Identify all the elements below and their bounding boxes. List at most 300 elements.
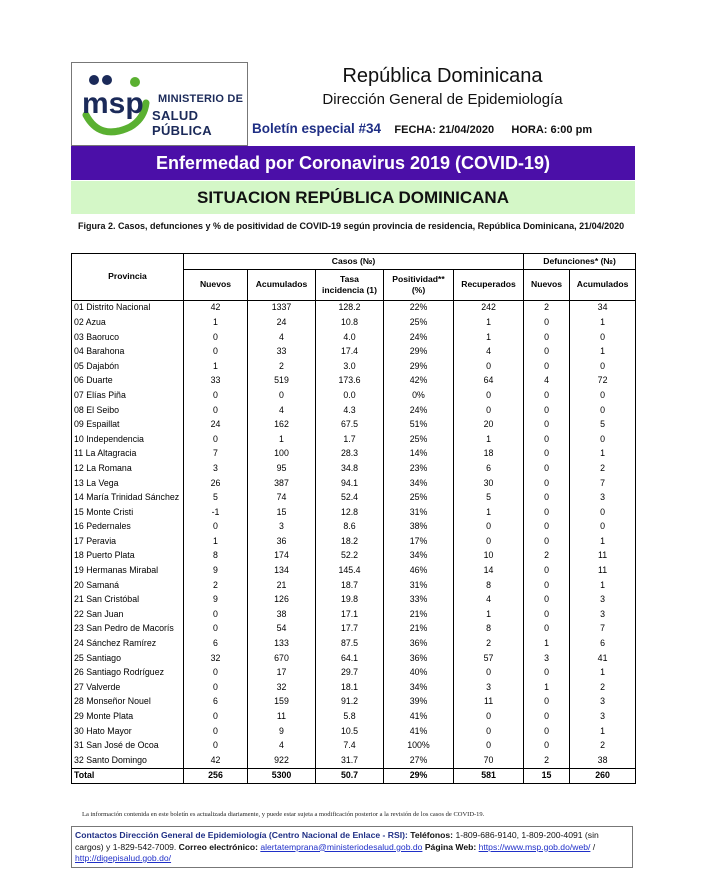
cell-tasa: 19.8	[316, 592, 384, 607]
cell-nuevos: 32	[184, 651, 248, 666]
cell-positividad: 25%	[384, 490, 454, 505]
cell-acumulados: 3	[248, 520, 316, 535]
cell-recuperados: 242	[454, 300, 524, 315]
cell-recuperados: 1	[454, 607, 524, 622]
cell-def-nuevos: 1	[524, 680, 570, 695]
cell-recuperados: 11	[454, 695, 524, 710]
cell-acumulados: 162	[248, 417, 316, 432]
cell-def-acumulados: 1	[570, 534, 636, 549]
table-row	[72, 549, 636, 564]
cell-def-acumulados: 6	[570, 636, 636, 651]
cell-tasa: 52.4	[316, 490, 384, 505]
cell-acumulados: 126	[248, 592, 316, 607]
cell-recuperados: 10	[454, 549, 524, 564]
cell-def-acumulados: 3	[570, 607, 636, 622]
cell-def-acumulados: 0	[570, 403, 636, 418]
cell-positividad: 41%	[384, 724, 454, 739]
cell-positividad: 41%	[384, 709, 454, 724]
cell-nuevos: 8	[184, 549, 248, 564]
cell-provincia: 01 Distrito Nacional	[72, 300, 184, 315]
table-row	[72, 563, 636, 578]
cell-def-nuevos: 0	[524, 709, 570, 724]
cell-def-acumulados: 11	[570, 563, 636, 578]
cell-recuperados: 57	[454, 651, 524, 666]
cell-acumulados: 1337	[248, 300, 316, 315]
cell-provincia: 25 Santiago	[72, 651, 184, 666]
cell-acumulados: 4	[248, 403, 316, 418]
cell-recuperados: 0	[454, 709, 524, 724]
cell-nuevos: 1	[184, 534, 248, 549]
cell-def-acumulados: 2	[570, 461, 636, 476]
cell-provincia: 04 Barahona	[72, 344, 184, 359]
cell-tasa: 5.8	[316, 709, 384, 724]
province-table	[71, 253, 636, 784]
cell-tasa: 17.1	[316, 607, 384, 622]
cell-nuevos: 0	[184, 520, 248, 535]
table-row	[72, 665, 636, 680]
figure-caption: Figura 2. Casos, defunciones y % de positividad de COVID-19 según provincia de residencia, República Dominicana, 21/04/2020	[78, 221, 625, 231]
cell-def-acumulados: 0	[570, 388, 636, 403]
cell-def-acumulados: 3	[570, 490, 636, 505]
cell-recuperados: 0	[454, 520, 524, 535]
cell-positividad: 14%	[384, 447, 454, 462]
cell-positividad: 29%	[384, 344, 454, 359]
cell-tasa: 10.5	[316, 724, 384, 739]
total-cell-def-nuevos: 15	[524, 768, 570, 784]
cell-nuevos: 6	[184, 636, 248, 651]
total-cell-recuperados: 581	[454, 768, 524, 784]
cell-provincia: 31 San José de Ocoa	[72, 738, 184, 753]
cell-acumulados: 387	[248, 476, 316, 491]
msp-logo	[71, 62, 248, 146]
cell-recuperados: 1	[454, 330, 524, 345]
cell-nuevos: 9	[184, 592, 248, 607]
table-row	[72, 622, 636, 637]
cell-nuevos: 0	[184, 680, 248, 695]
cell-tasa: 1.7	[316, 432, 384, 447]
cell-positividad: 38%	[384, 520, 454, 535]
cell-acumulados: 17	[248, 665, 316, 680]
cell-tasa: 94.1	[316, 476, 384, 491]
cell-def-acumulados: 2	[570, 738, 636, 753]
cell-nuevos: 0	[184, 344, 248, 359]
cell-nuevos: 0	[184, 330, 248, 345]
cell-def-nuevos: 0	[524, 578, 570, 593]
email-label: Correo electrónico:	[178, 841, 258, 852]
web-link-msp[interactable]: https://www.msp.gob.do/web/	[478, 841, 591, 852]
cell-def-nuevos: 0	[524, 622, 570, 637]
msp-logo-icon	[80, 69, 150, 139]
web-link-digepi[interactable]: http://digepisalud.gob.do/	[75, 853, 172, 863]
cell-provincia: 15 Monte Cristi	[72, 505, 184, 520]
cell-positividad: 42%	[384, 374, 454, 389]
cell-positividad: 36%	[384, 636, 454, 651]
cell-provincia: 18 Puerto Plata	[72, 549, 184, 564]
table-row	[72, 432, 636, 447]
cell-def-acumulados: 1	[570, 447, 636, 462]
phones-label: Teléfonos:	[410, 830, 454, 840]
cell-recuperados: 18	[454, 447, 524, 462]
total-row	[72, 768, 636, 784]
cell-recuperados: 0	[454, 738, 524, 753]
cell-tasa: 29.7	[316, 665, 384, 680]
table-row	[72, 330, 636, 345]
header-defunciones: Defunciones* (№)	[524, 254, 636, 270]
email-link[interactable]: alertatemprana@ministeriodesalud.gob.do	[260, 841, 423, 852]
cell-positividad: 34%	[384, 680, 454, 695]
bulletin-line	[252, 121, 592, 136]
cell-provincia: 11 La Altagracia	[72, 447, 184, 462]
cell-recuperados: 30	[454, 476, 524, 491]
cell-def-acumulados: 0	[570, 520, 636, 535]
cell-tasa: 28.3	[316, 447, 384, 462]
cell-positividad: 23%	[384, 461, 454, 476]
cell-positividad: 40%	[384, 665, 454, 680]
cell-nuevos: 26	[184, 476, 248, 491]
cell-provincia: 21 San Cristóbal	[72, 592, 184, 607]
cell-positividad: 17%	[384, 534, 454, 549]
total-cell-tasa: 50.7	[316, 768, 384, 784]
cell-recuperados: 0	[454, 388, 524, 403]
cell-nuevos: 7	[184, 447, 248, 462]
cell-recuperados: 64	[454, 374, 524, 389]
cell-acumulados: 159	[248, 695, 316, 710]
cell-def-nuevos: 0	[524, 476, 570, 491]
table-row	[72, 578, 636, 593]
cell-def-acumulados: 3	[570, 709, 636, 724]
cell-positividad: 100%	[384, 738, 454, 753]
cell-def-acumulados: 7	[570, 622, 636, 637]
cell-nuevos: -1	[184, 505, 248, 520]
cell-positividad: 0%	[384, 388, 454, 403]
total-cell-provincia: Total	[72, 768, 184, 784]
cell-nuevos: 3	[184, 461, 248, 476]
cell-positividad: 34%	[384, 476, 454, 491]
direction-title: Dirección General de Epidemiología	[322, 91, 563, 108]
cell-nuevos: 42	[184, 753, 248, 768]
cell-def-acumulados: 1	[570, 315, 636, 330]
cell-positividad: 34%	[384, 549, 454, 564]
cell-nuevos: 42	[184, 300, 248, 315]
table-row	[72, 490, 636, 505]
svg-text:msp: msp	[82, 87, 144, 120]
cell-acumulados: 74	[248, 490, 316, 505]
cell-def-nuevos: 0	[524, 490, 570, 505]
cell-def-nuevos: 0	[524, 388, 570, 403]
cell-nuevos: 0	[184, 665, 248, 680]
cell-positividad: 29%	[384, 359, 454, 374]
cell-def-nuevos: 0	[524, 665, 570, 680]
cell-acumulados: 1	[248, 432, 316, 447]
cell-def-nuevos: 0	[524, 592, 570, 607]
cell-def-nuevos: 0	[524, 505, 570, 520]
header-def-acumulados: Acumulados	[570, 269, 636, 300]
cell-def-acumulados: 3	[570, 695, 636, 710]
cell-def-nuevos: 0	[524, 607, 570, 622]
cell-acumulados: 15	[248, 505, 316, 520]
cell-def-nuevos: 0	[524, 330, 570, 345]
cell-recuperados: 70	[454, 753, 524, 768]
table-row	[72, 315, 636, 330]
cell-provincia: 14 María Trinidad Sánchez	[72, 490, 184, 505]
disease-banner: Enfermedad por Coronavirus 2019 (COVID-19)	[71, 146, 635, 180]
contacts-label: Contactos Dirección General de Epidemiología (Centro Nacional de Enlace - RSI):	[75, 830, 408, 840]
cell-provincia: 08 El Seibo	[72, 403, 184, 418]
cell-tasa: 91.2	[316, 695, 384, 710]
cell-provincia: 12 La Romana	[72, 461, 184, 476]
cell-provincia: 09 Espaillat	[72, 417, 184, 432]
header-recuperados: Recuperados	[454, 269, 524, 300]
table-row	[72, 651, 636, 666]
cell-recuperados: 6	[454, 461, 524, 476]
cell-acumulados: 33	[248, 344, 316, 359]
cell-recuperados: 0	[454, 403, 524, 418]
cell-provincia: 02 Azua	[72, 315, 184, 330]
table-row	[72, 374, 636, 389]
cell-provincia: 26 Santiago Rodríguez	[72, 665, 184, 680]
cell-tasa: 8.6	[316, 520, 384, 535]
cell-provincia: 10 Independencia	[72, 432, 184, 447]
cell-def-nuevos: 0	[524, 417, 570, 432]
cell-def-acumulados: 1	[570, 344, 636, 359]
cell-def-nuevos: 0	[524, 432, 570, 447]
cell-recuperados: 0	[454, 359, 524, 374]
cell-def-nuevos: 0	[524, 695, 570, 710]
cell-acumulados: 9	[248, 724, 316, 739]
cell-provincia: 29 Monte Plata	[72, 709, 184, 724]
table-row	[72, 753, 636, 768]
cell-tasa: 87.5	[316, 636, 384, 651]
cell-tasa: 128.2	[316, 300, 384, 315]
cell-def-acumulados: 38	[570, 753, 636, 768]
cell-def-nuevos: 0	[524, 315, 570, 330]
cell-def-nuevos: 0	[524, 563, 570, 578]
cell-recuperados: 2	[454, 636, 524, 651]
header-provincia: Provincia	[72, 254, 184, 301]
table-row	[72, 695, 636, 710]
cell-acumulados: 4	[248, 330, 316, 345]
table-row	[72, 607, 636, 622]
cell-tasa: 12.8	[316, 505, 384, 520]
cell-tasa: 18.2	[316, 534, 384, 549]
cell-acumulados: 922	[248, 753, 316, 768]
cell-def-nuevos: 0	[524, 738, 570, 753]
cell-positividad: 24%	[384, 403, 454, 418]
cell-tasa: 18.7	[316, 578, 384, 593]
cell-recuperados: 0	[454, 534, 524, 549]
cell-def-acumulados: 0	[570, 359, 636, 374]
cell-acumulados: 36	[248, 534, 316, 549]
bulletin-date: FECHA: 21/04/2020	[394, 124, 495, 136]
cell-def-acumulados: 41	[570, 651, 636, 666]
cell-nuevos: 0	[184, 709, 248, 724]
cell-def-nuevos: 0	[524, 520, 570, 535]
cell-def-nuevos: 2	[524, 549, 570, 564]
cell-def-acumulados: 1	[570, 578, 636, 593]
cell-provincia: 16 Pedernales	[72, 520, 184, 535]
table-row	[72, 403, 636, 418]
cell-provincia: 06 Duarte	[72, 374, 184, 389]
total-cell-def-acumulados: 260	[570, 768, 636, 784]
cell-tasa: 3.0	[316, 359, 384, 374]
cell-tasa: 64.1	[316, 651, 384, 666]
cell-def-acumulados: 34	[570, 300, 636, 315]
cell-provincia: 19 Hermanas Mirabal	[72, 563, 184, 578]
cell-nuevos: 0	[184, 738, 248, 753]
table-row	[72, 520, 636, 535]
cell-acumulados: 38	[248, 607, 316, 622]
cell-acumulados: 519	[248, 374, 316, 389]
cell-nuevos: 6	[184, 695, 248, 710]
cell-def-nuevos: 0	[524, 359, 570, 374]
logo-line-1: MINISTERIO DE	[158, 93, 244, 105]
cell-positividad: 24%	[384, 330, 454, 345]
cell-provincia: 17 Peravia	[72, 534, 184, 549]
cell-def-nuevos: 1	[524, 636, 570, 651]
cell-nuevos: 2	[184, 578, 248, 593]
table-row	[72, 388, 636, 403]
cell-nuevos: 0	[184, 403, 248, 418]
table-row	[72, 300, 636, 315]
cell-positividad: 39%	[384, 695, 454, 710]
web-separator: /	[592, 841, 596, 852]
cell-recuperados: 14	[454, 563, 524, 578]
table-body	[72, 300, 636, 784]
cell-provincia: 30 Hato Mayor	[72, 724, 184, 739]
cell-tasa: 67.5	[316, 417, 384, 432]
cell-def-acumulados: 3	[570, 592, 636, 607]
total-cell-nuevos: 256	[184, 768, 248, 784]
cell-tasa: 18.1	[316, 680, 384, 695]
cell-positividad: 21%	[384, 607, 454, 622]
cell-nuevos: 24	[184, 417, 248, 432]
footnote: La información contenida en este boletín es actualizada diariamente, y puede estar sujeta a modificación posterior a la revisión de los casos de COVID-19.	[82, 811, 485, 818]
web-label: Página Web:	[424, 841, 477, 852]
cell-nuevos: 9	[184, 563, 248, 578]
cell-def-acumulados: 11	[570, 549, 636, 564]
cell-provincia: 13 La Vega	[72, 476, 184, 491]
cell-nuevos: 1	[184, 359, 248, 374]
cell-acumulados: 32	[248, 680, 316, 695]
phones: 1-809-686-9140, 1-809-200-4091 (sin cargos) y 1-829-542-7009.	[75, 830, 599, 852]
cell-recuperados: 0	[454, 665, 524, 680]
cell-tasa: 17.4	[316, 344, 384, 359]
header-casos: Casos (№)	[184, 254, 524, 270]
cell-positividad: 21%	[384, 622, 454, 637]
cell-positividad: 33%	[384, 592, 454, 607]
cell-acumulados: 54	[248, 622, 316, 637]
table-row	[72, 359, 636, 374]
cell-recuperados: 4	[454, 344, 524, 359]
cell-provincia: 22 San Juan	[72, 607, 184, 622]
cell-tasa: 145.4	[316, 563, 384, 578]
cell-nuevos: 0	[184, 622, 248, 637]
cell-positividad: 22%	[384, 300, 454, 315]
cell-nuevos: 0	[184, 607, 248, 622]
cell-def-acumulados: 5	[570, 417, 636, 432]
cell-nuevos: 1	[184, 315, 248, 330]
cell-provincia: 32 Santo Domingo	[72, 753, 184, 768]
cell-def-acumulados: 2	[570, 680, 636, 695]
cell-tasa: 34.8	[316, 461, 384, 476]
cell-recuperados: 5	[454, 490, 524, 505]
logo-line-2: SALUD PÚBLICA	[152, 108, 212, 138]
cell-tasa: 7.4	[316, 738, 384, 753]
cell-provincia: 07 Elías Piña	[72, 388, 184, 403]
cell-acumulados: 21	[248, 578, 316, 593]
cell-tasa: 31.7	[316, 753, 384, 768]
table-row	[72, 680, 636, 695]
cell-def-nuevos: 0	[524, 344, 570, 359]
cell-recuperados: 8	[454, 578, 524, 593]
table-row	[72, 724, 636, 739]
cell-positividad: 25%	[384, 315, 454, 330]
cell-positividad: 31%	[384, 505, 454, 520]
cell-recuperados: 20	[454, 417, 524, 432]
header-tasa: Tasa incidencia (1)	[316, 269, 384, 300]
cell-positividad: 31%	[384, 578, 454, 593]
header-positividad: Positividad** (%)	[384, 269, 454, 300]
cell-tasa: 10.8	[316, 315, 384, 330]
cell-def-nuevos: 0	[524, 461, 570, 476]
cell-recuperados: 3	[454, 680, 524, 695]
cell-tasa: 52.2	[316, 549, 384, 564]
cell-def-nuevos: 4	[524, 374, 570, 389]
cell-nuevos: 0	[184, 388, 248, 403]
cell-recuperados: 1	[454, 315, 524, 330]
contacts-box	[71, 826, 633, 868]
table-row	[72, 461, 636, 476]
cell-acumulados: 134	[248, 563, 316, 578]
cell-tasa: 4.0	[316, 330, 384, 345]
cell-provincia: 24 Sánchez Ramírez	[72, 636, 184, 651]
total-cell-positividad: 29%	[384, 768, 454, 784]
cell-recuperados: 8	[454, 622, 524, 637]
cell-tasa: 173.6	[316, 374, 384, 389]
table-row	[72, 505, 636, 520]
cell-def-acumulados: 0	[570, 432, 636, 447]
cell-nuevos: 0	[184, 724, 248, 739]
table-row	[72, 447, 636, 462]
cell-provincia: 23 San Pedro de Macorís	[72, 622, 184, 637]
cell-def-acumulados: 0	[570, 505, 636, 520]
cell-positividad: 25%	[384, 432, 454, 447]
table-row	[72, 534, 636, 549]
cell-acumulados: 670	[248, 651, 316, 666]
situation-banner: SITUACION REPÚBLICA DOMINICANA	[71, 181, 635, 214]
cell-def-acumulados: 72	[570, 374, 636, 389]
cell-def-acumulados: 1	[570, 724, 636, 739]
cell-def-acumulados: 7	[570, 476, 636, 491]
cell-acumulados: 95	[248, 461, 316, 476]
table-row	[72, 738, 636, 753]
cell-recuperados: 4	[454, 592, 524, 607]
cell-positividad: 36%	[384, 651, 454, 666]
table-row	[72, 592, 636, 607]
cell-recuperados: 0	[454, 724, 524, 739]
cell-recuperados: 1	[454, 432, 524, 447]
cell-acumulados: 11	[248, 709, 316, 724]
cell-acumulados: 133	[248, 636, 316, 651]
cell-acumulados: 4	[248, 738, 316, 753]
cell-def-acumulados: 1	[570, 665, 636, 680]
table-row	[72, 636, 636, 651]
cell-tasa: 4.3	[316, 403, 384, 418]
country-title: República Dominicana	[342, 65, 543, 87]
cell-def-nuevos: 2	[524, 753, 570, 768]
cell-positividad: 46%	[384, 563, 454, 578]
table-row	[72, 344, 636, 359]
